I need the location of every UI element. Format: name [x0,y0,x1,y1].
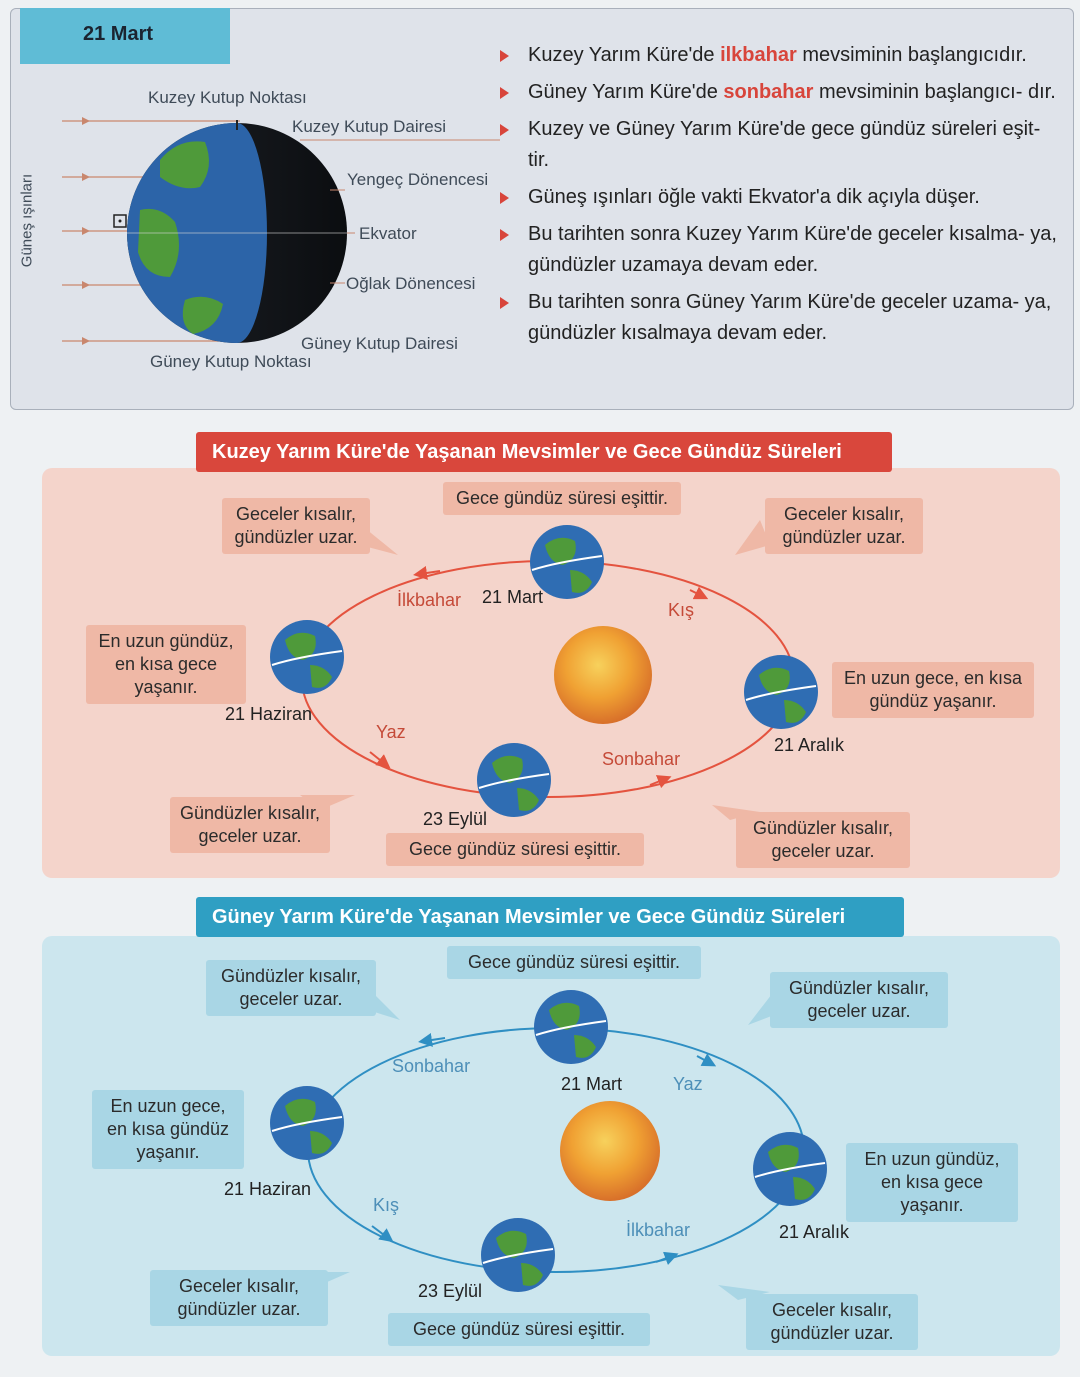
south-date-june: 21 Haziran [224,1179,312,1199]
north-box-top-center: Gece gündüz süresi eşittir. [443,482,681,515]
north-season-spring: İlkbahar [397,590,462,610]
north-box-left: En uzun gündüz, en kısa gece yaşanır. [86,625,246,704]
antarctic-circle-label: Güney Kutup Dairesi [301,334,458,353]
date-tab-label: 21 Mart [83,23,154,45]
north-season-summer: Yaz [376,722,406,742]
north-season-autumn: Sonbahar [602,749,681,769]
orbit-arrow [425,1038,445,1041]
north-date-december: 21 Aralık [774,735,845,755]
fact-item: Güneş ışınları öğle vakti Ekvator'a dik açıyla düşer. [500,182,1065,213]
orbit-path [308,1028,804,1272]
south-date-march: 21 Mart [561,1074,623,1094]
north-box-top-right: Geceler kısalır, gündüzler uzar. [765,498,923,554]
north-box-bottom-center: Gece gündüz süresi eşittir. [386,833,644,866]
south-date-september: 23 Eylül [418,1281,483,1301]
sun-rays-label: Güneş ışınları [18,173,36,268]
tropic-cancer-label: Yengeç Dönencesi [347,170,489,189]
south-season-autumn: Sonbahar [392,1056,471,1076]
south-section-title: Güney Yarım Küre'de Yaşanan Mevsimler ve Gece Gündüz Süreleri [196,897,904,937]
south-pole-label: Güney Kutup Noktası [150,352,312,371]
fact-item: Güney Yarım Küre'de sonbahar mevsiminin başlangıcı- dır. [500,77,1065,108]
south-season-summer: Yaz [673,1074,703,1094]
south-box-bottom-center: Gece gündüz süresi eşittir. [388,1313,650,1346]
north-date-march: 21 Mart [482,587,544,607]
south-season-spring: İlkbahar [626,1220,691,1240]
arctic-circle-label: Kuzey Kutup Dairesi [292,117,447,136]
orbit-arrow [697,1056,710,1063]
fact-item: Bu tarihten sonra Güney Yarım Küre'de geceler uzama- ya, gündüzler kısalmaya devam eder. [500,287,1065,349]
earth-globe-june [270,1086,344,1160]
north-box-bottom-right: Gündüzler kısalır, geceler uzar. [736,812,910,868]
north-date-september: 23 Eylül [423,809,488,829]
fact-item: Kuzey ve Güney Yarım Küre'de gece gündüz süreleri eşit- tir. [500,114,1065,176]
south-box-right: En uzun gündüz, en kısa gece yaşanır. [846,1143,1018,1222]
north-box-right: En uzun gece, en kısa gündüz yaşanır. [832,662,1034,718]
tropic-capricorn-label: Oğlak Dönencesi [346,274,476,293]
south-box-left: En uzun gece, en kısa gündüz yaşanır. [92,1090,244,1169]
north-box-bottom-left: Gündüzler kısalır, geceler uzar. [170,797,330,853]
south-box-bottom-right: Geceler kısalır, gündüzler uzar. [746,1294,918,1350]
south-box-bottom-left: Geceler kısalır, gündüzler uzar. [150,1270,328,1326]
north-season-winter: Kış [668,600,695,620]
south-box-top-right: Gündüzler kısalır, geceler uzar. [770,972,948,1028]
south-season-winter: Kış [373,1195,400,1215]
north-pole-label: Kuzey Kutup Noktası [148,88,307,107]
south-box-top-center: Gece gündüz süresi eşittir. [447,946,701,979]
sun-icon [560,1101,660,1201]
fact-item: Bu tarihten sonra Kuzey Yarım Küre'de geceler kısalma- ya, gündüzler uzamaya devam eder. [500,219,1065,281]
south-date-december: 21 Aralık [779,1222,850,1242]
north-date-june: 21 Haziran [225,704,313,724]
earth-globe-march [534,990,608,1064]
north-box-top-left: Geceler kısalır, gündüzler uzar. [222,498,370,554]
earth-globe-september [481,1218,555,1292]
fact-item: Kuzey Yarım Küre'de ilkbahar mevsiminin başlangıcıdır. [500,40,1065,71]
equator-label: Ekvator [359,224,417,243]
earth-globe-december [753,1132,827,1206]
south-box-top-left: Gündüzler kısalır, geceler uzar. [206,960,376,1016]
north-section-title: Kuzey Yarım Küre'de Yaşanan Mevsimler ve Gece Gündüz Süreleri [196,432,892,472]
